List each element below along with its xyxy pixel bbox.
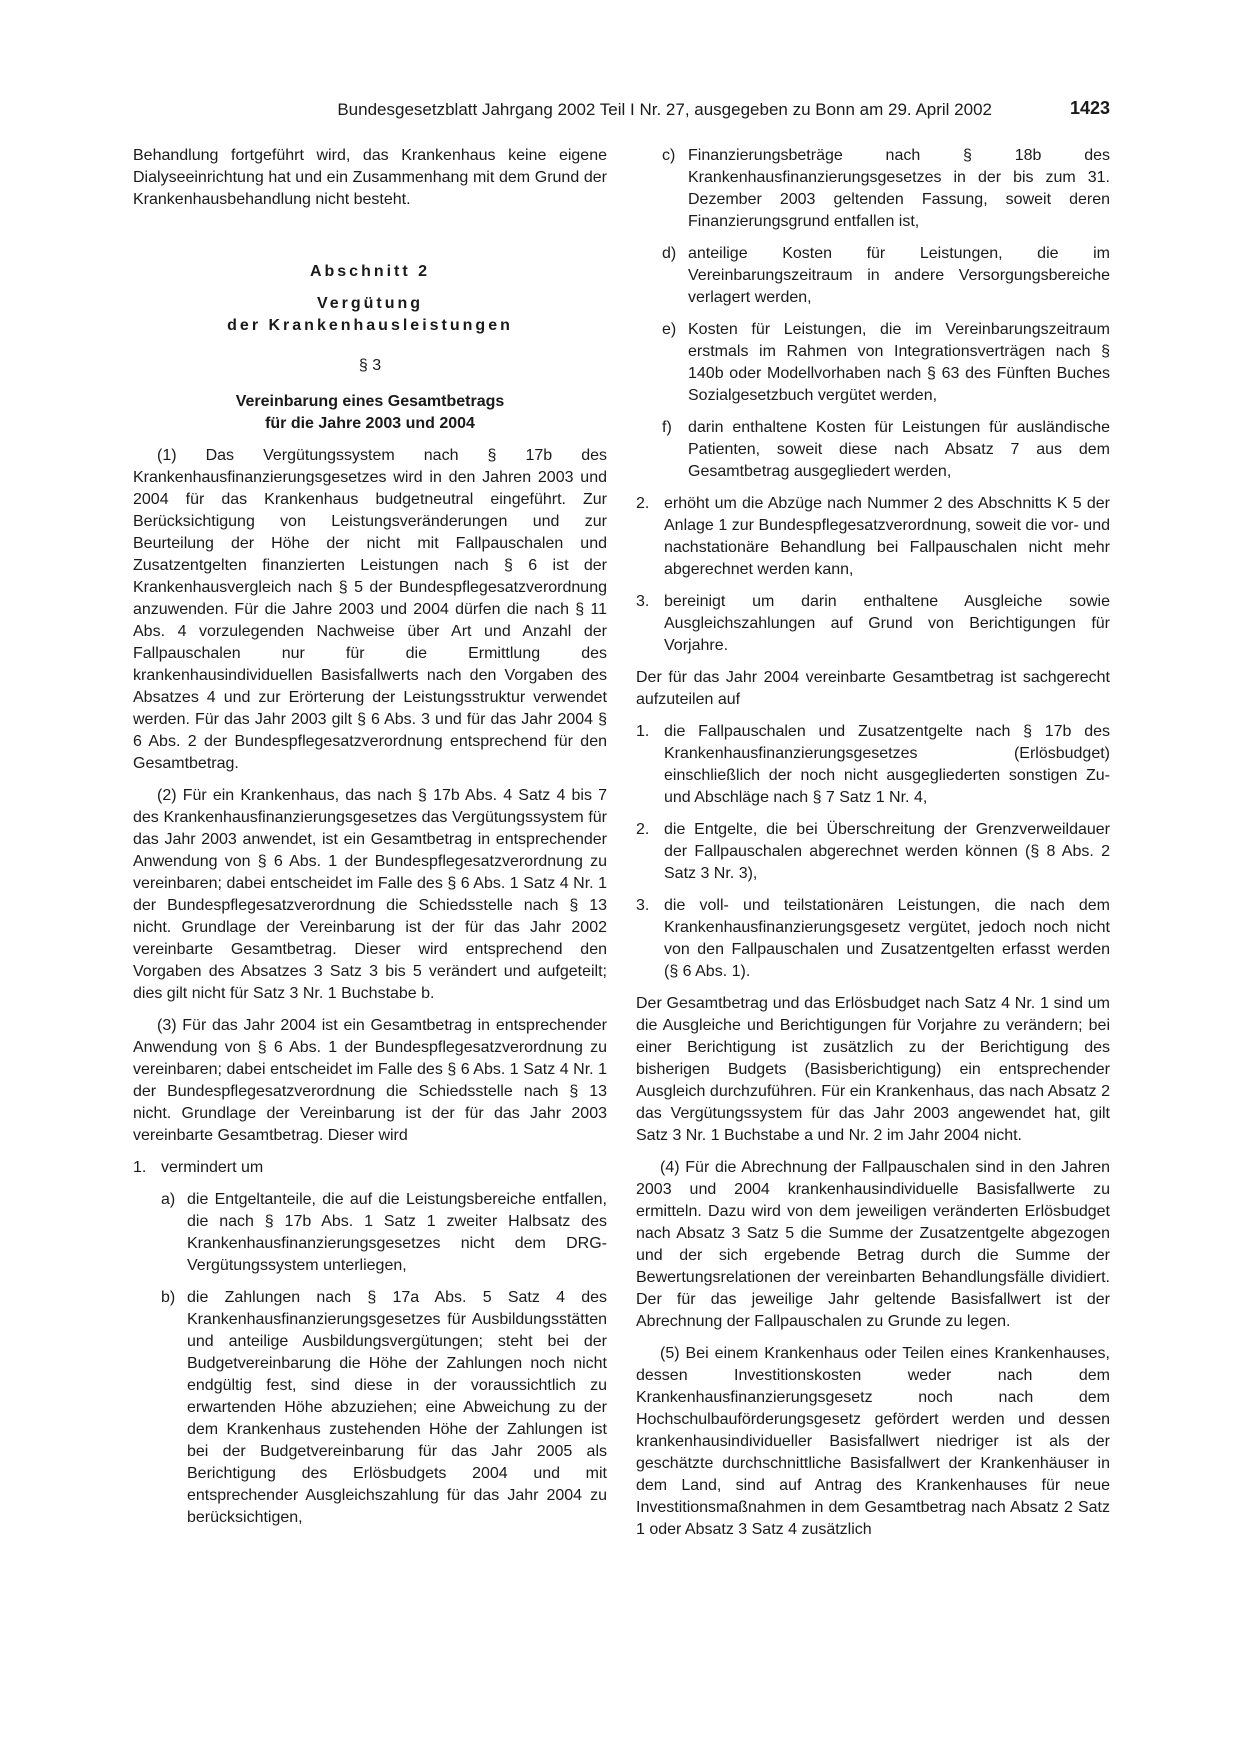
section-title-line1: Vergütung [316,295,424,312]
list-item-label: 1. [636,723,650,740]
list-item-text: die voll- und teilstationären Leistungen, die nach dem Krankenhausfinanzierungsgesetz vergütet, jedoch noch nicht von den Fallpauschalen und Zusatzentgelten erfasst werden (§ 6 Abs. 1). [664,897,1110,980]
split-intro: Der für das Jahr 2004 vereinbarte Gesamtbetrag ist sachgerecht aufzuteilen auf [636,669,1110,708]
absatz-1: (1) Das Vergütungssystem nach § 17b des Krankenhausfinanzierungsgesetzes wird in den Jahren 2003 und 2004 für das Krankenhaus budgetneutral eingeführt. Zur Berücksichtigung von Leistungsveränderungen und zur Beurteilung der Höhe der nicht mit Fallpauschalen und Zusatzentgelten finanzierten Leistungen nach § 6 ist der Krankenhausvergleich nach § 5 der Bundespflegesatzverordnung anzuwenden. Für die Jahre 2003 und 2004 dürfen die nach § 11 Abs. 4 vorzulegenden Nachweise über Art und Anzahl der Fallpauschalen nur für die Ermittlung des krankenhausindividuellen Basisfallwerts nach den Vorgaben des Absatzes 4 und zur Erörterung der Leistungsstruktur verwendet werden. Für das Jahr 2003 gilt § 6 Abs. 3 und für das Jahr 2004 § 6 Abs. 2 der Bundespflegesatzverordnung entsprechend für den Gesamtbetrag. [133,447,607,772]
sub-item-label: d) [662,245,677,262]
page-number: 1423 [1069,98,1110,118]
sub-item [636,319,1110,407]
paragraph-sign: § 3 [358,357,382,374]
list-item-label: 1. [133,1159,147,1176]
list-item-label: 3. [636,897,650,914]
list-item [133,1157,607,1179]
list-item-label: 2. [636,821,650,838]
sub-item [133,1287,607,1529]
sub-item-text: darin enthaltene Kosten für Leistungen für ausländische Patienten, soweit diese nach Absatz 7 aus dem Gesamtbetrag ausgegliedert werden, [688,419,1110,480]
list-item [636,721,1110,809]
adjustment-paragraph: Der Gesamtbetrag und das Erlösbudget nach Satz 4 Nr. 1 sind um die Ausgleiche und Berichtigungen für Vorjahre zu verändern; bei einer Berichtigung ist zusätzlich zu der Berichtigung des bisherigen Budgets (Basisberichtigung) ein entsprechender Ausgleich durchzuführen. Für ein Krankenhaus, das nach Absatz 2 das Vergütungssystem für das Jahr 2003 angewendet hat, gilt Satz 3 Nr. 1 Buchstabe a und Nr. 2 im Jahr 2004 nicht. [636,995,1110,1144]
sub-item-label: c) [662,147,676,164]
sub-item-text: die Entgeltanteile, die auf die Leistungsbereiche entfallen, die nach § 17b Abs. 1 Satz 1 zweiter Halbsatz des Krankenhausfinanzierungsgesetzes nicht dem DRG-Vergütungssystem unterliegen, [187,1191,607,1274]
list-item [636,493,1110,581]
left-column [133,145,607,1539]
sub-item-text: Finanzierungsbeträge nach § 18b des Krankenhausfinanzierungsgesetzes in der bis zum 31. Dezember 2003 geltenden Fassung, soweit deren Finanzierungsgrund entfallen ist, [688,147,1110,230]
intro-paragraph: Behandlung fortgeführt wird, das Krankenhaus keine eigene Dialyseeinrichtung hat und ein Zusammenhang mit dem Grund der Krankenhausbehandlung nicht besteht. [133,147,607,208]
absatz-4: (4) Für die Abrechnung der Fallpauschalen sind in den Jahren 2003 und 2004 krankenhausindividuelle Basisfallwerte zu ermitteln. Dazu wird von dem jeweiligen veränderten Erlösbudget nach Absatz 3 Satz 5 die Summe der Zusatzentgelte abgezogen und der sich ergebende Betrag durch die Summe der Bewertungsrelationen der vereinbarten Behandlungsfälle dividiert. Der für das jeweilige Jahr geltende Basisfallwert ist der Abrechnung der Fallpauschalen zu Grunde zu legen. [636,1159,1110,1330]
list-item [636,819,1110,885]
sub-item-label: a) [161,1191,176,1208]
section-label: Abschnitt 2 [309,263,431,280]
sub-item [636,417,1110,483]
list-item-text: vermindert um [161,1159,264,1176]
sub-item-label: f) [662,419,672,436]
sub-item-text: Kosten für Leistungen, die im Vereinbarungszeitraum erstmals im Rahmen von Integrationsverträgen nach § 140b oder Modellvorhaben nach § 63 des Fünften Buches Sozialgesetzbuch vergütet werden, [688,321,1110,404]
absatz-3: (3) Für das Jahr 2004 ist ein Gesamtbetrag in entsprechender Anwendung von § 6 Abs. 1 der Bundespflegesatzverordnung zu vereinbaren; dabei entscheidet im Falle des § 6 Abs. 1 Satz 4 Nr. 1 der Bundespflegesatzverordnung die Schiedsstelle nach § 13 nicht. Grundlage der Vereinbarung ist der für das Jahr 2003 vereinbarte Gesamtbetrag. Dieser wird [133,1017,607,1144]
right-column [636,145,1110,1551]
sub-item [636,145,1110,233]
list-item-label: 2. [636,495,650,512]
page-header [132,98,1110,128]
running-title: Bundesgesetzblatt Jahrgang 2002 Teil I Nr. 27, ausgegeben zu Bonn am 29. April 2002 [337,100,992,119]
list-item [636,895,1110,983]
list-item-text: erhöht um die Abzüge nach Nummer 2 des Abschnitts K 5 der Anlage 1 zur Bundespflegesatzverordnung, soweit die vor- und nachstationäre Behandlung bei Fallpauschalen nicht mehr abgerechnet werden kann, [664,495,1110,578]
sub-item [133,1189,607,1277]
paragraph-title-line1: Vereinbarung eines Gesamtbetrags [235,393,505,410]
absatz-2: (2) Für ein Krankenhaus, das nach § 17b Abs. 4 Satz 4 bis 7 des Krankenhausfinanzierungsgesetzes das Vergütungssystem für das Jahr 2003 anwendet, ist ein Gesamtbetrag in entsprechender Anwendung von § 6 Abs. 1 der Bundespflegesatzverordnung zu vereinbaren; dabei entscheidet im Falle des § 6 Abs. 1 Satz 4 Nr. 1 der Bundespflegesatzverordnung die Schiedsstelle nach § 13 nicht. Grundlage der Vereinbarung ist der für das Jahr 2002 vereinbarte Gesamtbetrag. Dieser wird entsprechend den Vorgaben des Absatzes 3 Satz 3 bis 5 verändert und aufgeteilt; dies gilt nicht für Satz 3 Nr. 1 Buchstabe b. [133,787,607,1002]
list-item-text: die Entgelte, die bei Überschreitung der Grenzverweildauer der Fallpauschalen abgerechnet werden können (§ 8 Abs. 2 Satz 3 Nr. 3), [664,821,1110,882]
paragraph-title-line2: für die Jahre 2003 und 2004 [265,415,475,432]
list-item-label: 3. [636,593,650,610]
sub-item-label: b) [161,1289,176,1306]
sub-item [636,243,1110,309]
absatz-5: (5) Bei einem Krankenhaus oder Teilen eines Krankenhauses, dessen Investitionskosten weder nach dem Krankenhausfinanzierungsgesetz noch nach dem Hochschulbauförderungsgesetz gefördert werden und dessen krankenhausindividueller Basisfallwert niedriger ist als der geschätzte durchschnittliche Basisfallwert der Krankenhäuser in dem Land, sind auf Antrag des Krankenhauses für neue Investitionsmaßnahmen in dem Gesamtbetrag nach Absatz 2 Satz 1 oder Absatz 3 Satz 4 zusätzlich [636,1345,1110,1538]
sub-item-text: anteilige Kosten für Leistungen, die im Vereinbarungszeitraum in andere Versorgungsbereiche verlagert werden, [688,245,1110,306]
list-item-text: bereinigt um darin enthaltene Ausgleiche sowie Ausgleichszahlungen auf Grund von Berichtigungen für Vorjahre. [664,593,1110,654]
list-item [636,591,1110,657]
list-item-text: die Fallpauschalen und Zusatzentgelte nach § 17b des Krankenhausfinanzierungsgesetzes (Erlösbudget) einschließlich der noch nicht ausgegliederten sonstigen Zu- und Abschläge nach § 7 Satz 1 Nr. 4, [664,723,1110,806]
sub-item-label: e) [662,321,677,338]
sub-item-text: die Zahlungen nach § 17a Abs. 5 Satz 4 des Krankenhausfinanzierungsgesetzes für Ausbildungsstätten und anteilige Ausbildungsvergütungen; steht bei der Budgetvereinbarung die Höhe der Zahlungen noch nicht endgültig fest, sind diese in der voraussichtlich zu erwartenden Höhe abzuziehen; eine Abweichung zu der dem Krankenhaus zustehenden Höhe der Zahlungen ist bei der Budgetvereinbarung für das Jahr 2005 als Berichtigung des Erlösbudgets 2004 und mit entsprechender Ausgleichszahlung für das Jahr 2004 zu berücksichtigen, [187,1289,607,1526]
section-title-line2: der Krankenhausleistungen [227,317,513,334]
